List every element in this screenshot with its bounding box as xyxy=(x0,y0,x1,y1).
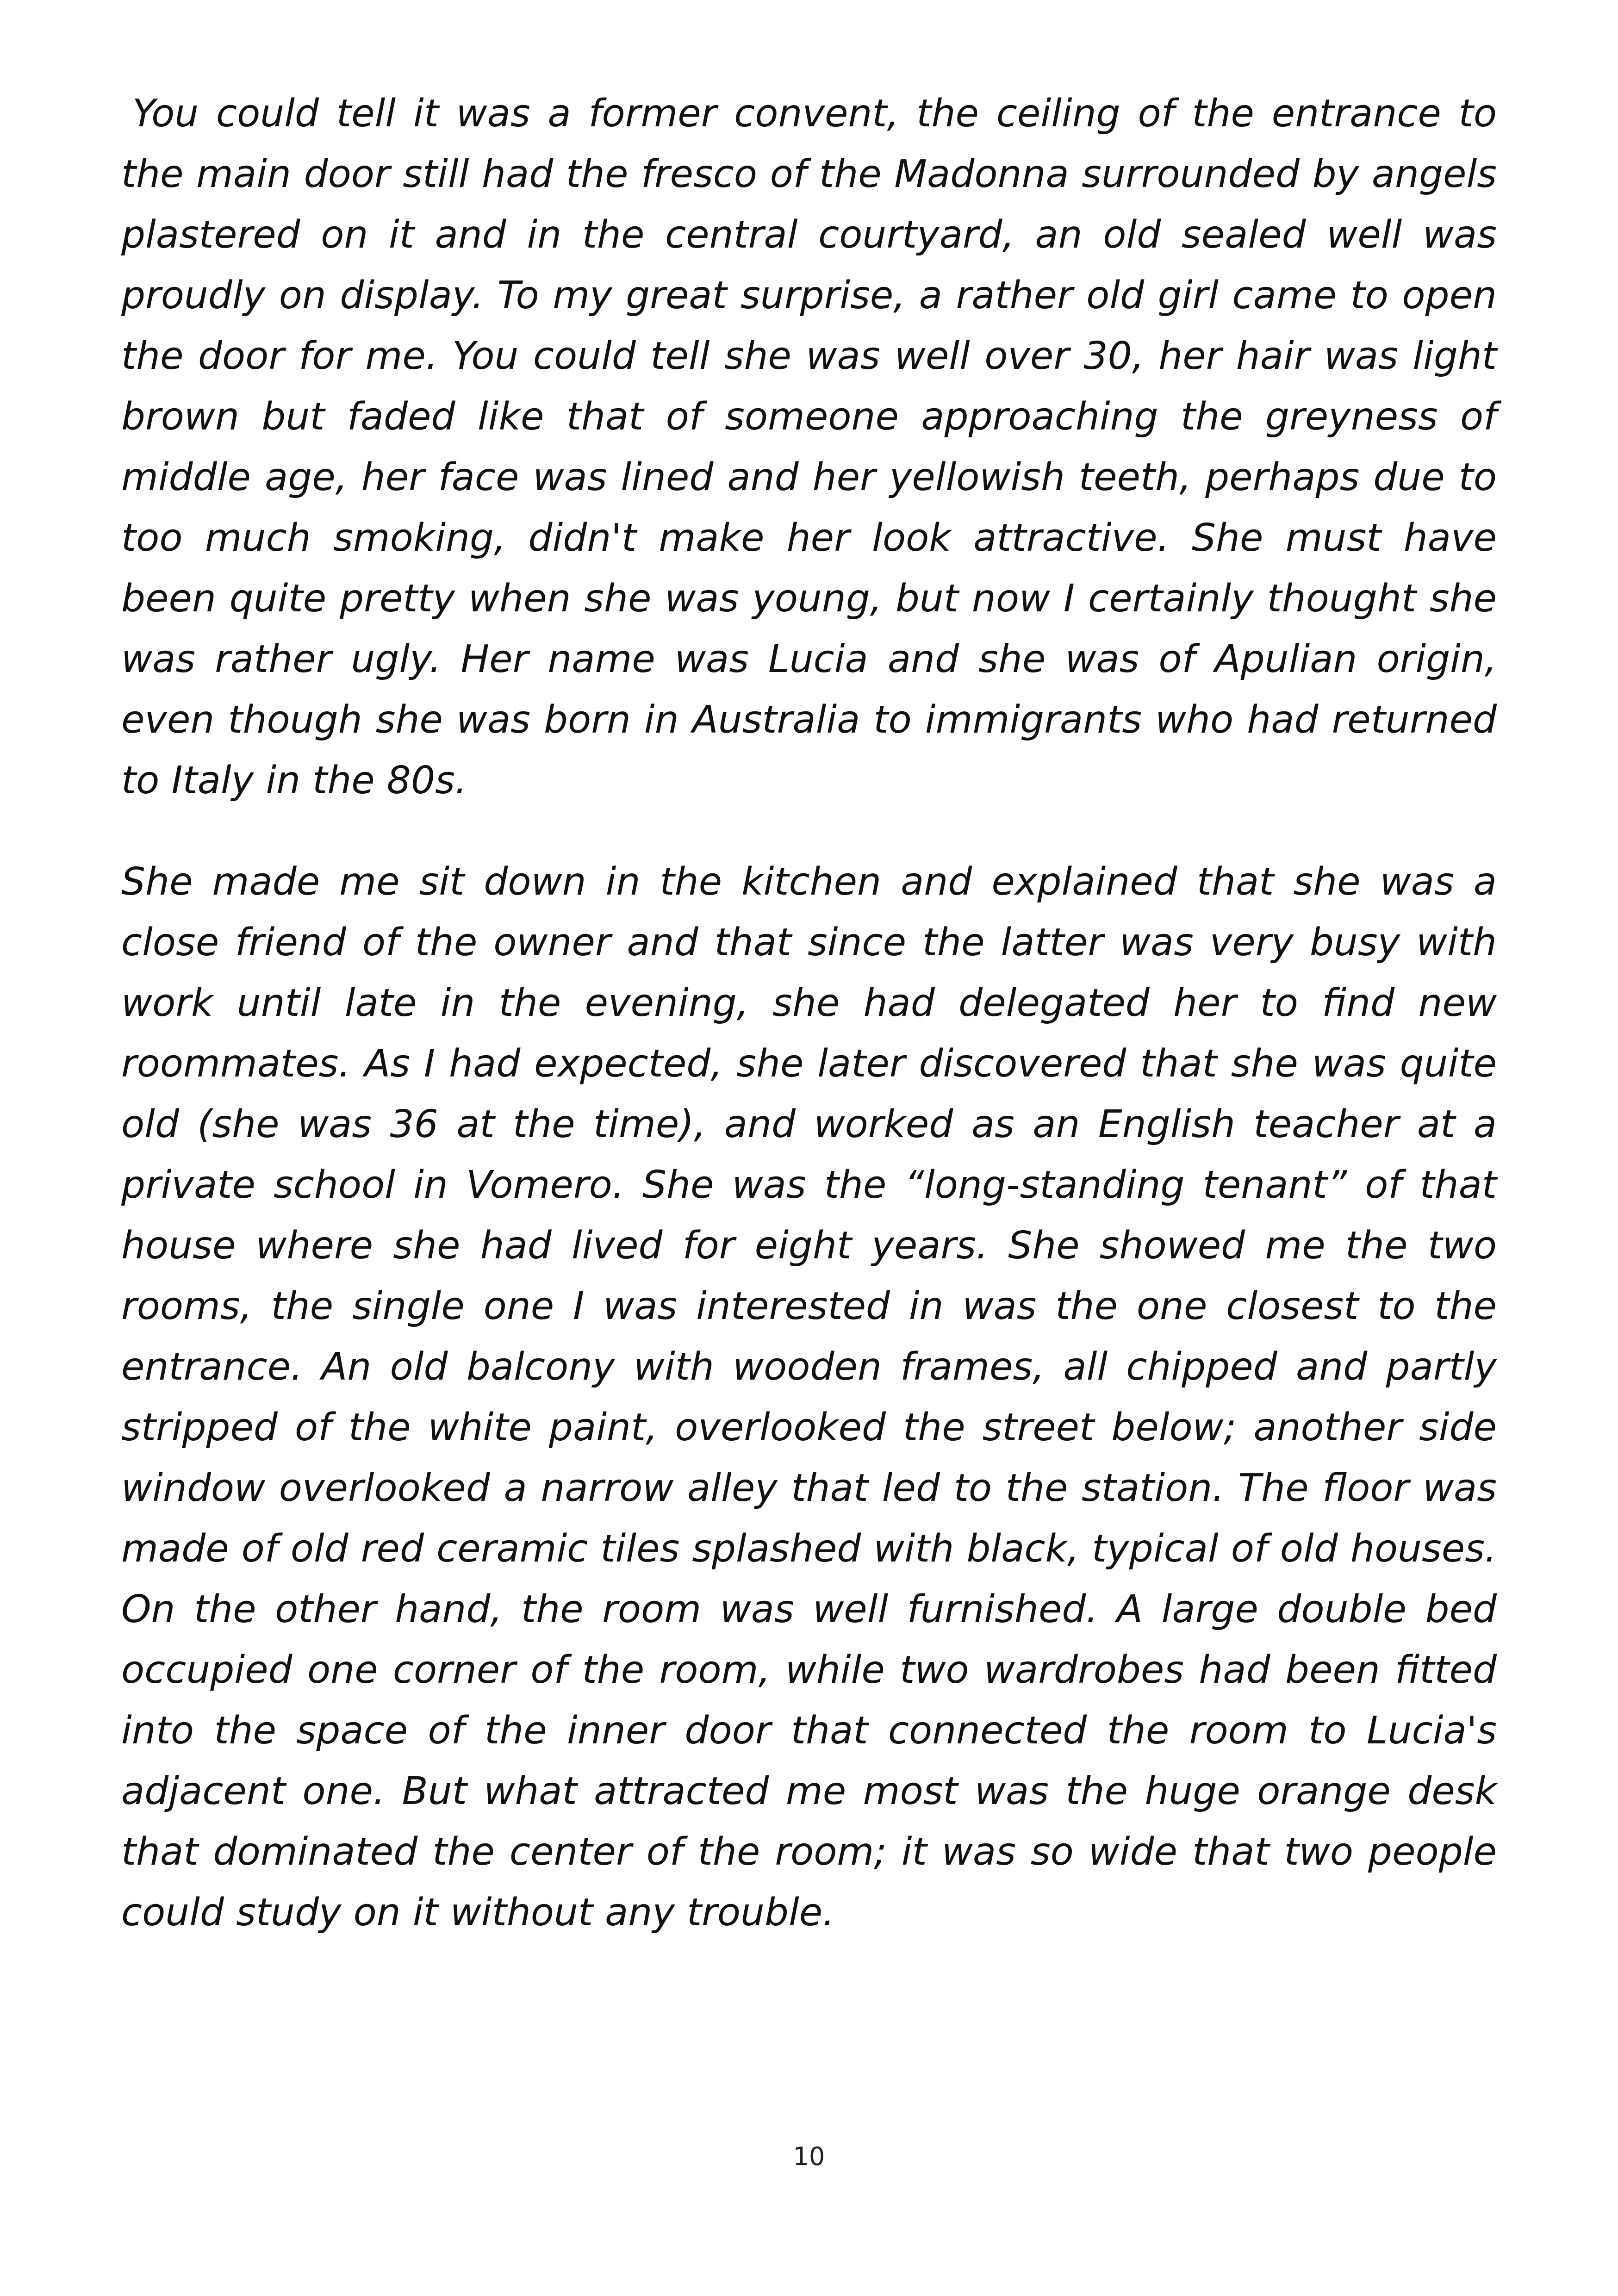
paragraph-1: You could tell it was a former convent, the ceiling of the entrance to the main door still had the fresco of the Madonna surrounded by angels plastered on it and in the central courtyard, an old sealed well was proudly on display. To my great surprise, a rather old girl came to open the door for me. You could tell she was well over 30, her hair was light brown but faded like that of someone approaching the greyness of middle age, her face was lined and her yellowish teeth, perhaps due to too much smoking, didn't make her look attractive. She must have been quite pretty when she was young, but now I certainly thought she was rather ugly. Her name was Lucia and she was of Apulian origin, even though she was born in Australia to immigrants who had returned to Italy in the 80s. xyxy=(121,92,1497,803)
paragraph-2: She made me sit down in the kitchen and explained that she was a close friend of the owner and that since the latter was very busy with work until late in the evening, she had delegated her to find new roommates. As I had expected, she later discovered that she was quite old (she was 36 at the time), and worked as an English teacher at a private school in Vomero. She was the “long-standing tenant” of that house where she had lived for eight years. She showed me the two rooms, the single one I was interested in was the one closest to the entrance. An old balcony with wooden frames, all chipped and partly stripped of the white paint, overlooked the street below; another side window overlooked a narrow alley that led to the station. The floor was made of old red ceramic tiles splashed with black, typical of old houses. On the other hand, the room was well furnished. A large double bed occupied one corner of the room, while two wardrobes had been fitted into the space of the inner door that connected the room to Lucia's adjacent one. But what attracted me most was the huge orange desk that dominated the center of the room; it was so wide that two people could study on it without any trouble. xyxy=(121,860,1497,1935)
body-text xyxy=(121,83,1497,1943)
page-number: 10 xyxy=(793,2142,825,2171)
